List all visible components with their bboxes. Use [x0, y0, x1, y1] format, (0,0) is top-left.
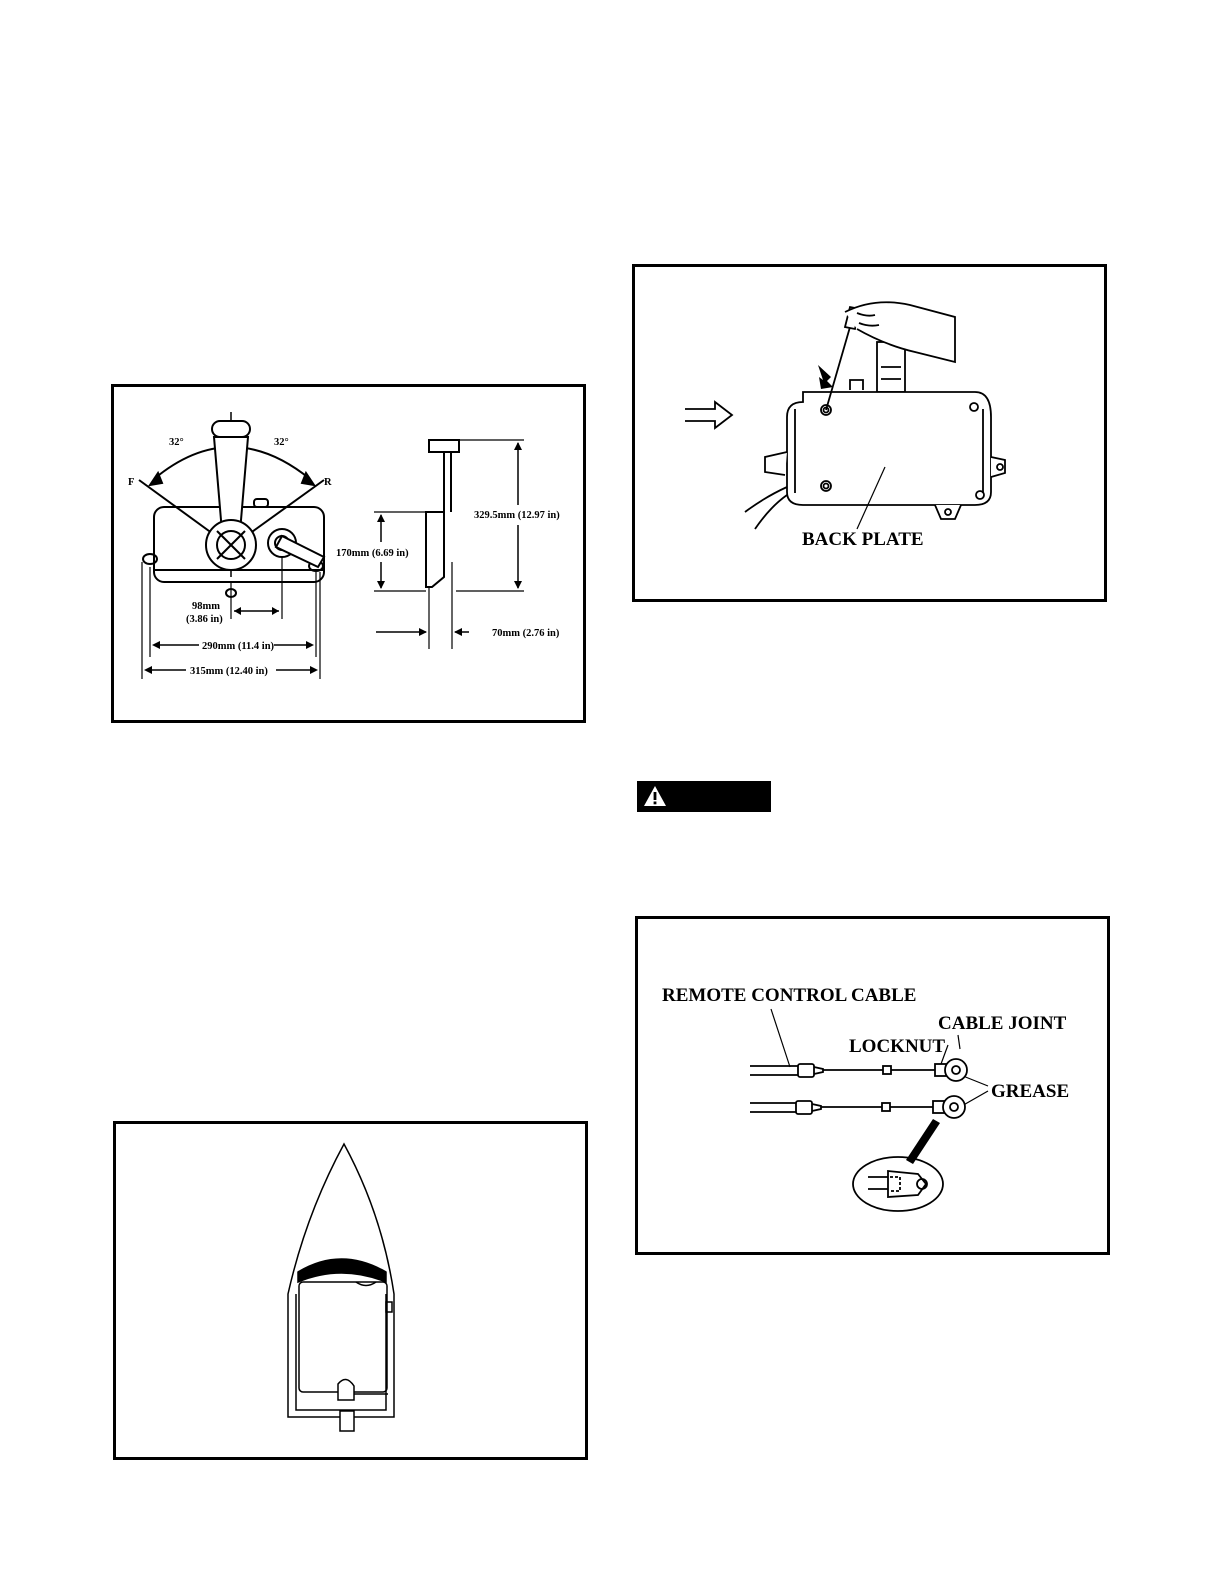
- back-plate-figure: [632, 264, 1107, 602]
- warning-triangle-icon: [643, 785, 667, 807]
- control-box-dimensions-drawing: [114, 387, 589, 726]
- dim-290-label: 290mm (11.4 in): [202, 641, 275, 652]
- dim-329-label: 329.5mm (12.97 in): [474, 510, 560, 521]
- boat-top-view-drawing: [116, 1124, 591, 1463]
- locknut-label: LOCKNUT: [849, 1036, 946, 1057]
- angle-left-label: 32°: [169, 437, 184, 448]
- dim-98-label: 98mm: [192, 601, 220, 612]
- warning-banner: [637, 781, 771, 812]
- dim-70-label: 70mm (2.76 in): [492, 628, 560, 639]
- dim-170-label: 170mm (6.69 in): [336, 548, 409, 559]
- reverse-label: R: [324, 477, 332, 488]
- back-plate-label: BACK PLATE: [802, 529, 924, 550]
- back-plate-drawing: [635, 267, 1110, 605]
- cable-joint-drawing: [638, 919, 1113, 1258]
- boat-top-view-figure: [113, 1121, 588, 1460]
- angle-right-label: 32°: [274, 437, 289, 448]
- dim-98-in-label: (3.86 in): [186, 614, 223, 625]
- cable-joint-label: CABLE JOINT: [938, 1013, 1067, 1034]
- forward-label: F: [128, 477, 135, 488]
- remote-control-cable-label: REMOTE CONTROL CABLE: [662, 985, 917, 1006]
- cable-joint-figure: [635, 916, 1110, 1255]
- control-box-dimensions-figure: [111, 384, 586, 723]
- grease-label: GREASE: [991, 1081, 1070, 1102]
- dim-315-label: 315mm (12.40 in): [190, 666, 268, 677]
